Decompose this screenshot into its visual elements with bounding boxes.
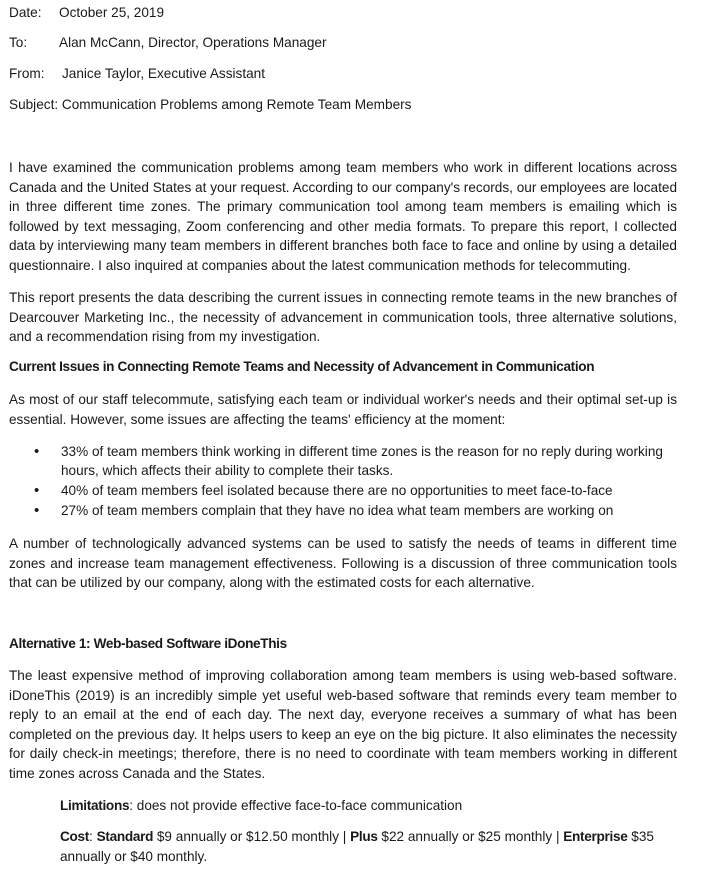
enterprise-plan-label: Enterprise xyxy=(563,829,628,844)
standard-plan-price: $9 annually or $12.50 monthly | xyxy=(153,829,351,844)
list-item: • 33% of team members think working in different time zones is the reason for no reply during working hours, which affects their ability to complete their tasks. xyxy=(34,443,663,478)
enterprise-plan-price: $35 annually or $40 monthly. xyxy=(60,829,654,864)
standard-plan-label: Standard xyxy=(96,829,154,844)
alternative-1-heading: Alternative 1: Web-based Software iDoneThis xyxy=(9,636,287,651)
intro-paragraph-2: This report presents the data describing the current issues in connecting remote teams in the new branches of Dearcouver Marketing Inc., the necessity of advancement in communication tools, three alternative solutions, and a recommendation rising from my investigation. xyxy=(9,290,677,344)
plus-plan-price: $22 annually or $25 monthly | xyxy=(377,829,564,844)
issues-bullet-list xyxy=(9,443,677,522)
limitations-line xyxy=(60,796,677,816)
cost-label: Cost xyxy=(60,829,90,844)
bullet-icon: • xyxy=(34,443,40,460)
alternative-1-paragraph: The least expensive method of improving collaboration among team members is using web-based software. iDoneThis (2019) is an incredibly simple yet useful web-based software that reminds every team member to reply to an email at the end of each day. The next day, everyone receives a summary of what has been completed on the previous day. It helps users to keep an eye on the big picture. It also eliminates the necessity for daily check-in meetings; therefore, there is no need to coordinate with team members working in different time zones across Canada and the States. xyxy=(9,668,677,781)
memo-from-line xyxy=(9,65,265,83)
bullet-icon: • xyxy=(34,501,40,519)
to-value: Alan McCann, Director, Operations Manager xyxy=(59,35,327,50)
subject-value: Communication Problems among Remote Team Members xyxy=(61,97,412,112)
memo-subject-line xyxy=(9,96,411,114)
memo-date-line xyxy=(9,4,164,22)
bullet-icon: • xyxy=(34,481,40,499)
subject-label: Subject: xyxy=(9,97,59,112)
limitations-label: Limitations xyxy=(60,798,130,813)
limitations-text: : does not provide effective face-to-face communication xyxy=(129,798,463,813)
issues-paragraph-2: A number of technologically advanced systems can be used to satisfy the needs of teams in different time zones and increase team management effectiveness. Following is a discussion of three communication tools that can be utilized by our company, along with the estimated costs for each alternative. xyxy=(9,536,677,590)
from-label: From: xyxy=(9,66,45,81)
date-value: October 25, 2019 xyxy=(59,5,165,20)
cost-line: Cost: Standard $9 annually or $12.50 monthly | Plus $22 annually or $25 monthly | Enterprise $35 annually or $40 monthly. xyxy=(60,829,654,864)
issues-heading: Current Issues in Connecting Remote Teams and Necessity of Advancement in Communication xyxy=(9,359,595,374)
plus-plan-label: Plus xyxy=(350,829,378,844)
issues-paragraph-1: As most of our staff telecommute, satisfying each team or individual worker's needs and their optimal set-up is essential. However, some issues are affecting the teams' efficiency at the moment: xyxy=(9,392,677,427)
list-item: • 27% of team members complain that they have no idea what team members are working on xyxy=(34,501,614,519)
date-label: Date: xyxy=(9,5,42,20)
to-label: To: xyxy=(9,35,28,50)
list-item: • 40% of team members feel isolated because there are no opportunities to meet face-to-face xyxy=(34,481,613,499)
memo-to-line xyxy=(9,34,326,52)
from-value: Janice Taylor, Executive Assistant xyxy=(62,66,266,81)
intro-paragraph-1: I have examined the communication problems among team members who work in different locations across Canada and the United States at your request. According to our company's records, our employees are located in three different time zones. The primary communication tool among team members is emailing which is followed by text messaging, Zoom conferencing and other media formats. To prepare this report, I collected data by interviewing many team members in different branches both face to face and online by using a detailed questionnaire. I also inquired at companies about the latest communication methods for telecommuting. xyxy=(9,160,677,273)
